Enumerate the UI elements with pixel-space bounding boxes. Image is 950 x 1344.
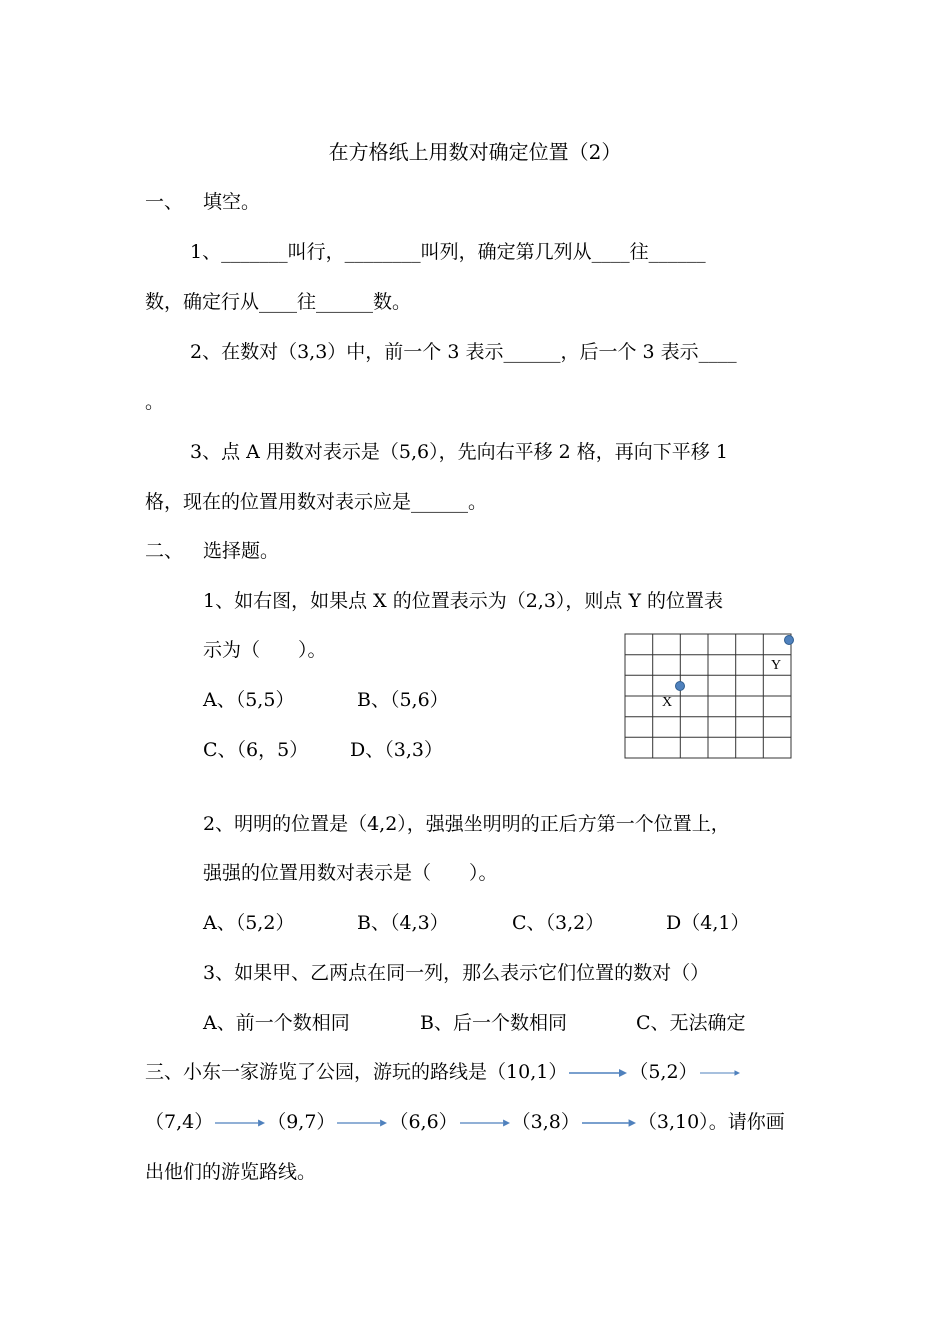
route-point-6: （3,8） [511,1111,580,1133]
route-point-1: （10,1） [487,1061,568,1083]
section1-heading-number: 一、 [145,191,184,213]
s3-line3: 出他们的游览路线。 [145,1161,317,1183]
s2-q2-option-c: C、（3,2） [512,912,605,934]
s2-q1-option-d: D、（3,3） [350,739,443,761]
s1-q3-line1: 3、点 A 用数对表示是（5,6），先向右平移 2 格，再向下平移 1 [190,441,728,463]
route-point-4: （9,7） [267,1111,336,1133]
s2-q2-option-a: A、（5,2） [203,912,295,934]
s2-q3-option-b: B、后一个数相同 [420,1012,567,1034]
route-arrow-icon [569,1067,627,1079]
route-arrow-icon [582,1117,636,1129]
section2-heading-number: 二、 [145,540,184,562]
s1-q1-line2: 数，确定行从____往______数。 [145,291,412,313]
route-arrow-icon [215,1117,265,1129]
point-y-marker [785,636,794,645]
s3-intro-text: 三、小东一家游览了公园，游玩的路线是 [145,1061,488,1083]
s3-line1 [145,1060,742,1084]
section1-heading: 填空。 [203,191,261,213]
point-y-label: Y [771,658,782,673]
coordinate-grid-figure [624,632,796,762]
s1-q3-line2: 格，现在的位置用数对表示应是______。 [145,491,488,513]
s2-q2-option-b: B、（4,3） [357,912,449,934]
page-title: 在方格纸上用数对确定位置（2） [328,140,622,164]
s2-q3-line1: 3、如果甲、乙两点在同一列，那么表示它们位置的数对（） [203,962,710,984]
s2-q3-option-a: A、前一个数相同 [203,1012,350,1034]
s2-q1-option-c: C、（6，5） [203,739,309,761]
route-point-3: （7,4） [145,1111,214,1133]
route-point-2: （5,2） [629,1061,698,1083]
s2-q1-line1: 1、如右图，如果点 X 的位置表示为（2,3），则点 Y 的位置表 [203,590,724,612]
s2-q2-line2: 强强的位置用数对表示是（ ）。 [203,862,498,884]
s2-q3-option-c: C、无法确定 [636,1012,746,1034]
section2-heading: 选择题。 [203,540,280,562]
s2-q1-option-a: A、（5,5） [203,689,295,711]
route-arrow-icon [337,1117,387,1129]
route-arrow-icon [460,1117,510,1129]
s2-q1-line2: 示为（ ）。 [203,639,327,661]
s2-q2-line1: 2、明明的位置是（4,2），强强坐明明的正后方第一个位置上， [203,813,730,835]
s3-instruction-text: 。请你画 [708,1111,785,1133]
point-x-label: X [662,695,673,710]
s2-q1-option-b: B、（5,6） [357,689,449,711]
route-point-7: （3,10） [637,1111,709,1133]
s1-q1-line1: 1、_______叫行，________叫列，确定第几列从____往______ [190,241,706,263]
s3-line2 [145,1110,785,1134]
route-arrow-icon [700,1067,740,1079]
route-point-5: （6,6） [389,1111,458,1133]
point-x-marker [676,682,685,691]
grid-lines [625,634,791,758]
s2-q2-option-d: D（4,1） [666,912,750,934]
s1-q2-line1: 2、在数对（3,3）中，前一个 3 表示______，后一个 3 表示____ [190,341,737,363]
s1-q2-line2: 。 [145,391,165,413]
